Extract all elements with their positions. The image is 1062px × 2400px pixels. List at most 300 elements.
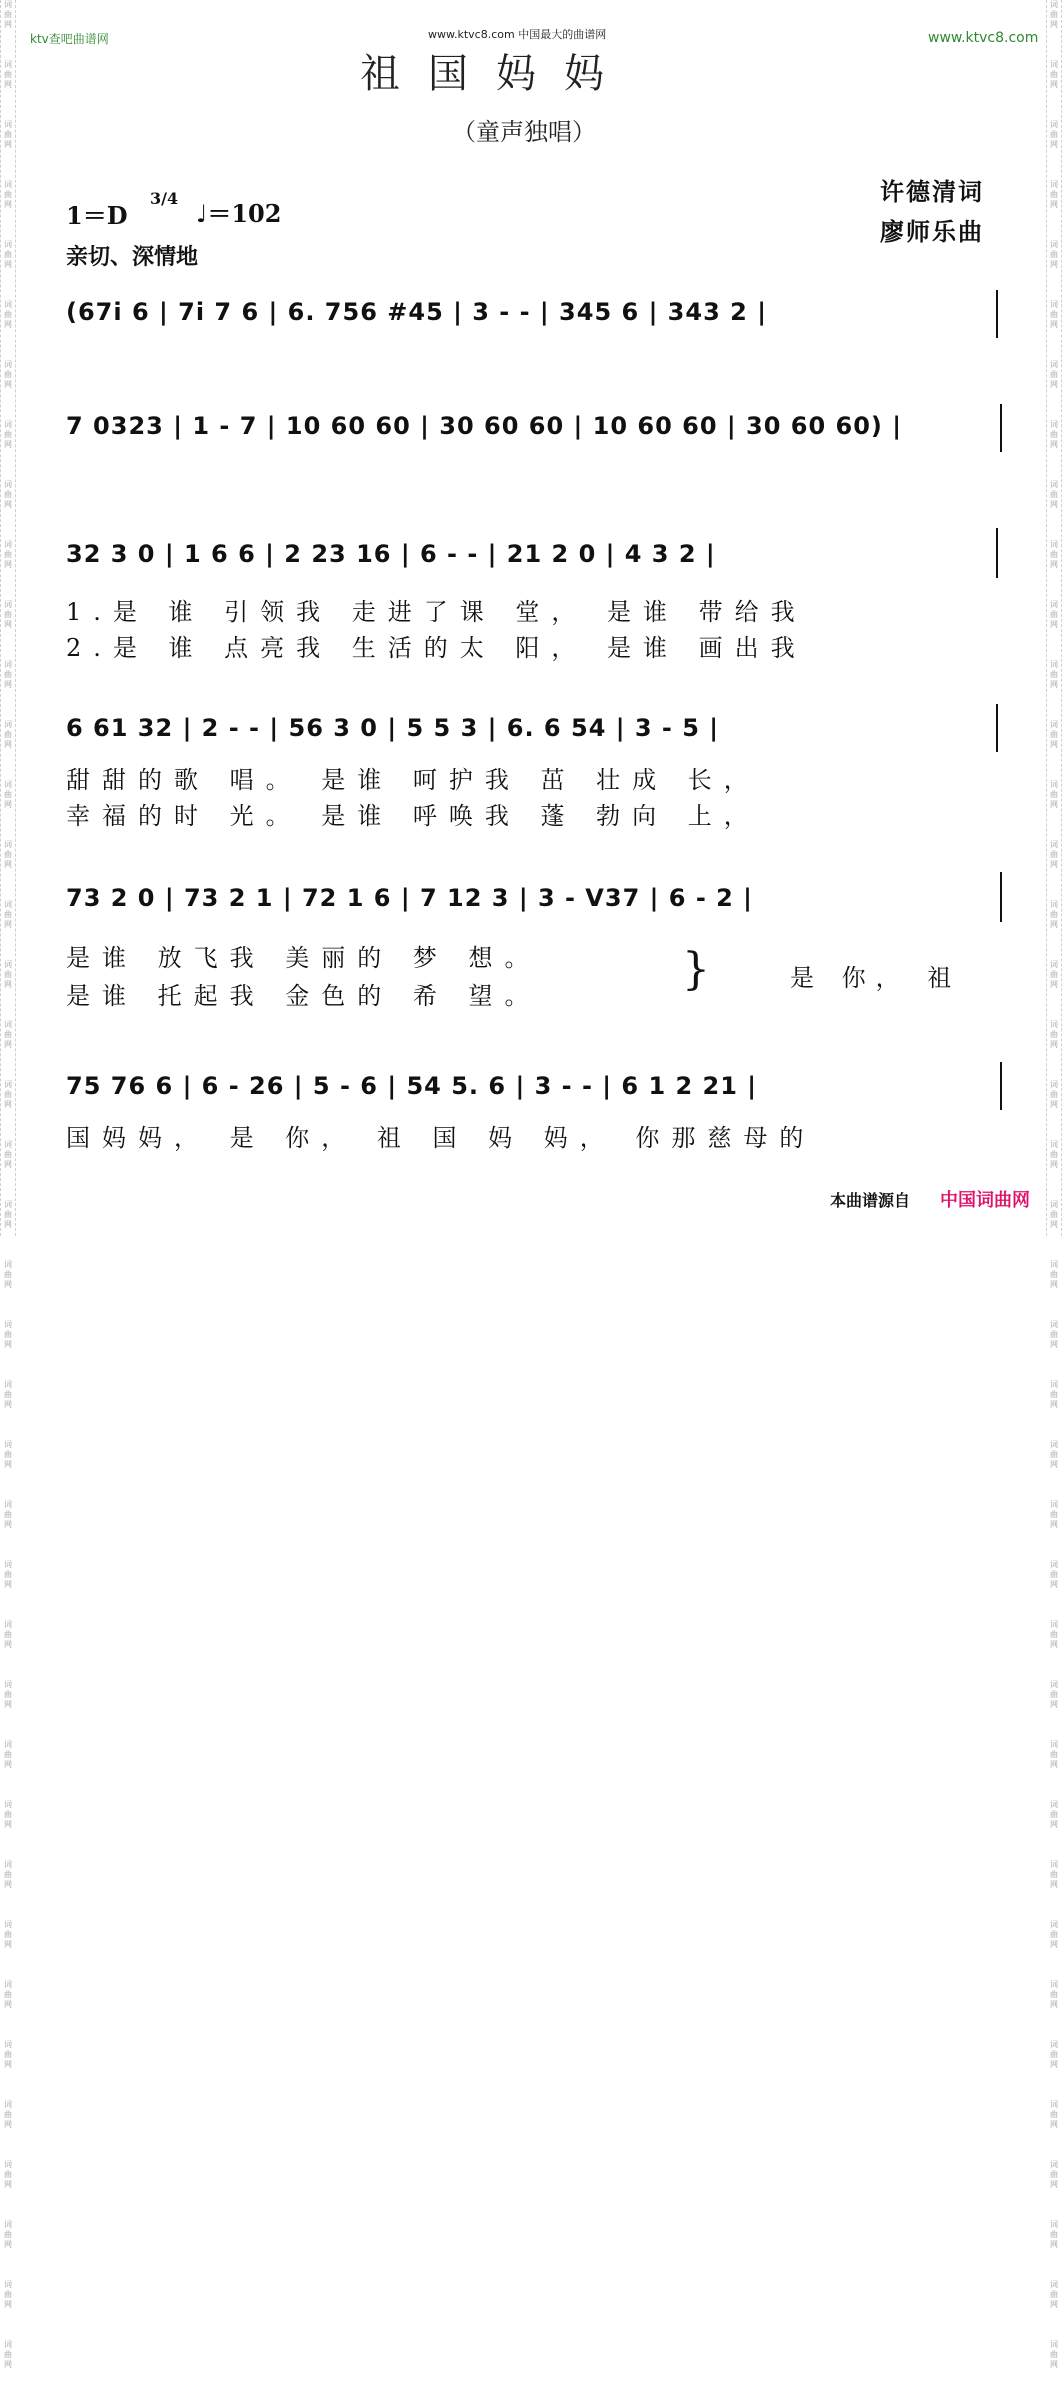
side-watermark-char: 曲: [4, 1210, 12, 1219]
side-watermark-char: 词: [1050, 300, 1058, 309]
side-watermark-gap: [1047, 1110, 1061, 1140]
side-watermark-gap: [1, 2190, 15, 2220]
expression-marking: 亲切、深情地: [66, 245, 199, 270]
lyrics-verse1-row3: 1.是 谁 引领我 走进了课 堂， 是谁 带给我: [66, 598, 807, 626]
side-watermark-char: 词: [4, 660, 12, 669]
side-watermark-char: 词: [1050, 600, 1058, 609]
side-watermark-char: 曲: [4, 1030, 12, 1039]
side-watermark-gap: [1047, 210, 1061, 240]
side-watermark-char: 曲: [1050, 2050, 1058, 2059]
side-watermark-char: 网: [1050, 1220, 1058, 1229]
score-row-3: 32 3 0 | 1 6 6 | 2 23 16 | 6 - - | 21 2 0 | 4 3 2 |: [66, 540, 716, 568]
side-watermark-char: 网: [1050, 1520, 1058, 1529]
side-watermark-gap: [1, 1710, 15, 1740]
side-watermark-gap: [1, 990, 15, 1020]
side-watermark-char: 词: [4, 1140, 12, 1149]
side-watermark-gap: [1047, 390, 1061, 420]
side-watermark-gap: [1047, 2250, 1061, 2280]
side-watermark-char: 曲: [1050, 430, 1058, 439]
side-watermark-char: 词: [1050, 1680, 1058, 1689]
side-watermark-char: 曲: [4, 1390, 12, 1399]
side-watermark-char: 词: [1050, 0, 1058, 9]
side-watermark-char: 曲: [4, 1990, 12, 1999]
side-watermark-char: 网: [4, 980, 12, 989]
side-watermark-char: 网: [1050, 1160, 1058, 1169]
side-watermark-char: 网: [1050, 2060, 1058, 2069]
side-watermark-char: 曲: [1050, 370, 1058, 379]
side-watermark-char: 词: [4, 2160, 12, 2169]
side-watermark-char: 网: [1050, 1100, 1058, 1109]
side-watermark-char: 曲: [1050, 1030, 1058, 1039]
side-watermark-char: 网: [1050, 1280, 1058, 1289]
side-watermark-char: 曲: [1050, 1510, 1058, 1519]
side-watermark-char: 网: [1050, 1700, 1058, 1709]
side-watermark-char: 词: [4, 1620, 12, 1629]
side-watermark-char: 曲: [1050, 250, 1058, 259]
side-watermark-char: 曲: [1050, 2110, 1058, 2119]
side-watermark-char: 网: [1050, 980, 1058, 989]
side-watermark-char: 网: [1050, 1400, 1058, 1409]
side-watermark-char: 词: [1050, 1260, 1058, 1269]
side-watermark-char: 词: [4, 1740, 12, 1749]
side-watermark-char: 词: [4, 840, 12, 849]
side-watermark-char: 网: [1050, 80, 1058, 89]
side-watermark-char: 词: [4, 480, 12, 489]
side-watermark-char: 曲: [4, 1450, 12, 1459]
side-watermark-char: 曲: [1050, 190, 1058, 199]
side-watermark-char: 曲: [1050, 490, 1058, 499]
side-watermark-gap: [1047, 150, 1061, 180]
side-watermark-char: 网: [1050, 1820, 1058, 1829]
side-watermark-char: 曲: [1050, 1570, 1058, 1579]
side-watermark-char: 网: [1050, 1340, 1058, 1349]
side-watermark-char: 网: [4, 1100, 12, 1109]
side-watermark-gap: [1, 2070, 15, 2100]
side-watermark-gap: [1047, 1170, 1061, 1200]
side-watermark-char: 网: [1050, 200, 1058, 209]
side-watermark-gap: [1047, 270, 1061, 300]
side-watermark-char: 曲: [4, 670, 12, 679]
side-watermark-char: 网: [1050, 560, 1058, 569]
side-watermark-char: 曲: [1050, 1990, 1058, 1999]
side-watermark-char: 曲: [1050, 550, 1058, 559]
side-watermark-gap: [1, 1350, 15, 1380]
side-watermark-char: 网: [4, 1040, 12, 1049]
side-watermark-gap: [1, 930, 15, 960]
side-watermark-char: 曲: [4, 370, 12, 379]
side-watermark-char: 词: [4, 1020, 12, 1029]
side-watermark-gap: [1047, 1050, 1061, 1080]
side-watermark-gap: [1047, 90, 1061, 120]
side-watermark-gap: [1047, 1590, 1061, 1620]
side-watermark-gap: [1, 1530, 15, 1560]
side-watermark-gap: [1047, 1350, 1061, 1380]
side-watermark-gap: [1, 750, 15, 780]
side-watermark-char: 词: [1050, 2340, 1058, 2349]
side-watermark-char: 网: [4, 1280, 12, 1289]
side-watermark-gap: [1, 1650, 15, 1680]
side-watermark-gap: [1047, 2370, 1061, 2400]
time-signature: [150, 189, 179, 208]
side-watermark-char: 曲: [4, 610, 12, 619]
lyrics-verse2-row5: 是谁 托起我 金色的 希 望。: [66, 982, 541, 1010]
side-watermark-char: 词: [1050, 1920, 1058, 1929]
composer-credit: 廖师乐曲: [880, 217, 984, 246]
key-signature: 1＝D: [66, 201, 128, 230]
side-watermark-char: 词: [1050, 60, 1058, 69]
side-watermark-char: 网: [4, 800, 12, 809]
side-watermark-char: 网: [1050, 1040, 1058, 1049]
side-watermark-char: 词: [1050, 900, 1058, 909]
side-watermark-char: 词: [4, 1320, 12, 1329]
barline: [1000, 1062, 1002, 1110]
side-watermark-gap: [1047, 2310, 1061, 2340]
side-watermark-gap: [1, 2250, 15, 2280]
side-watermark-char: 网: [4, 740, 12, 749]
side-watermark-char: 词: [1050, 1380, 1058, 1389]
side-watermark-gap: [1047, 1470, 1061, 1500]
song-subtitle: （童声独唱）: [452, 118, 596, 146]
time-signature-text: 3/4: [150, 189, 179, 208]
side-watermark-gap: [1, 390, 15, 420]
side-watermark-char: 曲: [1050, 10, 1058, 19]
score-row-1: (67i 6 | 7i 7 6 | 6. 756 #45 | 3 - - | 345 6 | 343 2 |: [66, 298, 767, 326]
side-watermark-gap: [1047, 2070, 1061, 2100]
side-watermark-char: 网: [4, 2000, 12, 2009]
side-watermark-char: 曲: [1050, 790, 1058, 799]
side-watermark-gap: [1047, 450, 1061, 480]
side-watermark-char: 词: [4, 960, 12, 969]
side-watermark-char: 词: [1050, 660, 1058, 669]
side-watermark-char: 词: [1050, 2280, 1058, 2289]
side-watermark-char: 网: [4, 1940, 12, 1949]
side-watermark-char: 曲: [4, 1810, 12, 1819]
side-watermark-char: 网: [1050, 740, 1058, 749]
side-watermark-char: 曲: [1050, 310, 1058, 319]
lyrics-refrain-row5: 是 你， 祖: [790, 964, 962, 992]
side-watermark-gap: [1, 1290, 15, 1320]
side-watermark-char: 词: [1050, 960, 1058, 969]
side-watermark-char: 网: [1050, 920, 1058, 929]
side-watermark-char: 网: [1050, 1940, 1058, 1949]
side-watermark-char: 词: [1050, 1140, 1058, 1149]
side-watermark-char: 网: [4, 860, 12, 869]
side-watermark-char: 词: [4, 900, 12, 909]
side-watermark-char: 网: [4, 2120, 12, 2129]
side-watermark-gap: [1, 1890, 15, 1920]
side-watermark-char: 词: [4, 1260, 12, 1269]
side-watermark-char: 词: [4, 420, 12, 429]
side-watermark-char: 曲: [4, 1570, 12, 1579]
side-watermark-char: 曲: [1050, 1390, 1058, 1399]
footer-source-label: 本曲谱源自: [830, 1191, 911, 1210]
side-watermark-char: 曲: [1050, 670, 1058, 679]
side-watermark-char: 网: [1050, 320, 1058, 329]
side-watermark-char: 网: [1050, 2000, 1058, 2009]
side-watermark-char: 词: [1050, 1560, 1058, 1569]
side-watermark-char: 网: [1050, 140, 1058, 149]
side-watermark-char: 网: [1050, 380, 1058, 389]
side-watermark-gap: [1, 1830, 15, 1860]
side-watermark-gap: [1047, 2130, 1061, 2160]
side-watermark-char: 词: [4, 1800, 12, 1809]
side-watermark-gap: [1047, 1530, 1061, 1560]
side-watermark-char: 词: [1050, 1980, 1058, 1989]
score-row-6: 75 76 6 | 6 - 26 | 5 - 6 | 54 5. 6 | 3 - - | 6 1 2 21 |: [66, 1072, 758, 1100]
side-watermark-char: 曲: [4, 490, 12, 499]
side-watermark-char: 网: [1050, 500, 1058, 509]
side-watermark-char: 词: [1050, 480, 1058, 489]
side-watermark-gap: [1047, 570, 1061, 600]
side-watermark-char: 曲: [1050, 1090, 1058, 1099]
side-watermark-gap: [1, 2130, 15, 2160]
side-watermark-char: 网: [4, 2060, 12, 2069]
side-watermark-char: 词: [1050, 720, 1058, 729]
side-watermark-char: 网: [4, 140, 12, 149]
side-watermark-char: 词: [1050, 2160, 1058, 2169]
side-watermark-gap: [1047, 1710, 1061, 1740]
side-watermark-char: 网: [4, 2180, 12, 2189]
side-watermark-char: 词: [1050, 1800, 1058, 1809]
side-watermark-char: 曲: [4, 2170, 12, 2179]
side-watermark-char: 曲: [1050, 1870, 1058, 1879]
side-watermark-char: 词: [1050, 1440, 1058, 1449]
side-watermark-char: 网: [4, 500, 12, 509]
side-watermark-char: 曲: [4, 190, 12, 199]
barline: [996, 704, 998, 752]
side-watermark-gap: [1047, 2190, 1061, 2220]
side-watermark-char: 曲: [4, 1150, 12, 1159]
side-watermark-char: 词: [4, 300, 12, 309]
side-watermark-char: 词: [4, 1080, 12, 1089]
watermark-left: ktv查吧曲谱网: [30, 32, 109, 46]
side-watermark-char: 网: [4, 200, 12, 209]
side-watermark-char: 曲: [4, 790, 12, 799]
side-watermark-char: 词: [4, 1920, 12, 1929]
side-watermark-char: 词: [4, 780, 12, 789]
side-watermark-char: 曲: [4, 1330, 12, 1339]
side-watermark-char: 网: [4, 440, 12, 449]
side-watermark-char: 网: [1050, 1460, 1058, 1469]
side-watermark-char: 网: [1050, 440, 1058, 449]
side-watermark-char: 词: [1050, 1080, 1058, 1089]
side-watermark-gap: [1, 2010, 15, 2040]
side-watermark-char: 网: [4, 560, 12, 569]
score-row-2: 7 0323 | 1 - 7 | 10 60 60 | 30 60 60 | 10 60 60 | 30 60 60) |: [66, 412, 903, 440]
side-watermark-char: 曲: [4, 2290, 12, 2299]
verse-brace: }: [682, 944, 710, 995]
side-watermark-char: 网: [1050, 1640, 1058, 1649]
side-watermark-gap: [1047, 690, 1061, 720]
side-watermark-char: 词: [4, 180, 12, 189]
watermark-right: www.ktvc8.com: [928, 30, 1039, 46]
side-watermark-char: 网: [4, 1880, 12, 1889]
side-watermark-char: 网: [4, 1220, 12, 1229]
side-watermark-char: 曲: [1050, 130, 1058, 139]
side-watermark-char: 曲: [1050, 730, 1058, 739]
side-watermark-char: 网: [4, 680, 12, 689]
side-watermark-gap: [1, 1950, 15, 1980]
lyrics-verse2-row3: 2.是 谁 点亮我 生活的太 阳， 是谁 画出我: [66, 634, 807, 662]
side-watermark-gap: [1047, 1770, 1061, 1800]
side-watermark-gap: [1047, 930, 1061, 960]
side-watermark-char: 网: [4, 2240, 12, 2249]
side-watermark-char: 词: [4, 540, 12, 549]
side-watermark-char: 曲: [1050, 1690, 1058, 1699]
side-watermark-char: 网: [1050, 2180, 1058, 2189]
side-watermark-char: 曲: [4, 250, 12, 259]
side-watermark-gap: [1, 810, 15, 840]
side-watermark-char: 网: [1050, 680, 1058, 689]
side-watermark-char: 网: [1050, 860, 1058, 869]
side-watermark-char: 网: [4, 1760, 12, 1769]
side-watermark-gap: [1, 1410, 15, 1440]
side-watermark-char: 词: [1050, 180, 1058, 189]
right-watermark-strip: [1046, 0, 1062, 2369]
side-watermark-char: 网: [4, 1580, 12, 1589]
footer-brand-link[interactable]: 中国词曲网: [940, 1190, 1030, 1211]
side-watermark-char: 曲: [4, 970, 12, 979]
watermark-top-center: www.ktvc8.com 中国最大的曲谱网: [428, 28, 607, 41]
side-watermark-char: 网: [4, 1640, 12, 1649]
side-watermark-char: 词: [4, 2280, 12, 2289]
side-watermark-gap: [1, 150, 15, 180]
side-watermark-gap: [1047, 990, 1061, 1020]
side-watermark-char: 词: [4, 1500, 12, 1509]
side-watermark-char: 曲: [4, 70, 12, 79]
side-watermark-char: 网: [4, 1400, 12, 1409]
side-watermark-gap: [1, 2370, 15, 2400]
side-watermark-gap: [1047, 630, 1061, 660]
side-watermark-gap: [1047, 1830, 1061, 1860]
side-watermark-char: 网: [1050, 2360, 1058, 2369]
side-watermark-gap: [1047, 1410, 1061, 1440]
side-watermark-char: 曲: [4, 2110, 12, 2119]
side-watermark-char: 网: [4, 1460, 12, 1469]
side-watermark-char: 词: [1050, 240, 1058, 249]
side-watermark-gap: [1047, 1230, 1061, 1260]
lyrics-row6: 国妈妈， 是 你， 祖 国 妈 妈， 你那慈母的: [66, 1124, 816, 1152]
side-watermark-char: 词: [4, 2340, 12, 2349]
side-watermark-char: 词: [4, 1980, 12, 1989]
side-watermark-char: 曲: [1050, 2350, 1058, 2359]
side-watermark-char: 曲: [4, 1870, 12, 1879]
side-watermark-char: 网: [4, 920, 12, 929]
side-watermark-gap: [1047, 510, 1061, 540]
side-watermark-gap: [1047, 870, 1061, 900]
side-watermark-char: 词: [1050, 2040, 1058, 2049]
side-watermark-char: 曲: [4, 850, 12, 859]
side-watermark-char: 曲: [1050, 2230, 1058, 2239]
barline: [996, 528, 998, 578]
barline: [1000, 872, 1002, 922]
side-watermark-char: 网: [1050, 260, 1058, 269]
side-watermark-char: 曲: [4, 2050, 12, 2059]
side-watermark-char: 曲: [1050, 1450, 1058, 1459]
side-watermark-char: 曲: [1050, 2290, 1058, 2299]
tempo-marking: ♩＝102: [196, 199, 282, 228]
side-watermark-gap: [1, 270, 15, 300]
side-watermark-char: 曲: [1050, 1930, 1058, 1939]
side-watermark-char: 词: [4, 120, 12, 129]
side-watermark-gap: [1, 1590, 15, 1620]
side-watermark-char: 网: [4, 80, 12, 89]
side-watermark-char: 词: [4, 2220, 12, 2229]
side-watermark-char: 词: [1050, 1860, 1058, 1869]
side-watermark-char: 曲: [4, 1930, 12, 1939]
side-watermark-char: 网: [1050, 2300, 1058, 2309]
barline: [996, 290, 998, 338]
side-watermark-char: 词: [4, 1560, 12, 1569]
side-watermark-gap: [1047, 1950, 1061, 1980]
side-watermark-char: 网: [1050, 1760, 1058, 1769]
side-watermark-char: 曲: [4, 310, 12, 319]
side-watermark-gap: [1, 1170, 15, 1200]
side-watermark-char: 词: [1050, 1200, 1058, 1209]
side-watermark-char: 网: [1050, 800, 1058, 809]
side-watermark-gap: [1, 450, 15, 480]
side-watermark-char: 词: [1050, 1740, 1058, 1749]
side-watermark-char: 词: [4, 0, 12, 9]
side-watermark-char: 词: [1050, 1320, 1058, 1329]
side-watermark-gap: [1, 1110, 15, 1140]
side-watermark-char: 曲: [1050, 1150, 1058, 1159]
side-watermark-char: 曲: [1050, 850, 1058, 859]
side-watermark-char: 网: [1050, 20, 1058, 29]
side-watermark-char: 词: [4, 720, 12, 729]
side-watermark-char: 网: [1050, 2240, 1058, 2249]
side-watermark-char: 曲: [1050, 70, 1058, 79]
side-watermark-gap: [1, 690, 15, 720]
side-watermark-char: 词: [1050, 840, 1058, 849]
side-watermark-char: 词: [4, 2040, 12, 2049]
side-watermark-gap: [1047, 330, 1061, 360]
side-watermark-gap: [1, 870, 15, 900]
side-watermark-char: 网: [4, 1160, 12, 1169]
side-watermark-char: 曲: [4, 730, 12, 739]
side-watermark-gap: [1, 210, 15, 240]
side-watermark-char: 网: [1050, 1880, 1058, 1889]
side-watermark-char: 词: [1050, 2220, 1058, 2229]
side-watermark-gap: [1, 1770, 15, 1800]
side-watermark-gap: [1047, 1890, 1061, 1920]
side-watermark-char: 词: [1050, 1500, 1058, 1509]
side-watermark-char: 曲: [1050, 1810, 1058, 1819]
side-watermark-char: 曲: [4, 10, 12, 19]
side-watermark-gap: [1, 630, 15, 660]
side-watermark-char: 曲: [1050, 2170, 1058, 2179]
side-watermark-char: 曲: [4, 1270, 12, 1279]
side-watermark-char: 曲: [4, 1750, 12, 1759]
side-watermark-char: 词: [1050, 120, 1058, 129]
score-row-4: 6 61 32 | 2 - - | 56 3 0 | 5 5 3 | 6. 6 54 | 3 - 5 |: [66, 714, 720, 742]
side-watermark-char: 词: [1050, 1020, 1058, 1029]
side-watermark-char: 曲: [1050, 1750, 1058, 1759]
side-watermark-char: 曲: [4, 1090, 12, 1099]
side-watermark-char: 网: [4, 2300, 12, 2309]
side-watermark-char: 网: [4, 1820, 12, 1829]
side-watermark-gap: [1, 330, 15, 360]
side-watermark-gap: [1, 90, 15, 120]
lyricist-credit: 许德清词: [880, 177, 984, 206]
side-watermark-char: 曲: [1050, 1330, 1058, 1339]
side-watermark-gap: [1, 510, 15, 540]
side-watermark-char: 网: [4, 1340, 12, 1349]
side-watermark-char: 曲: [1050, 1630, 1058, 1639]
side-watermark-char: 曲: [4, 1630, 12, 1639]
barline: [1000, 404, 1002, 452]
side-watermark-gap: [1047, 750, 1061, 780]
